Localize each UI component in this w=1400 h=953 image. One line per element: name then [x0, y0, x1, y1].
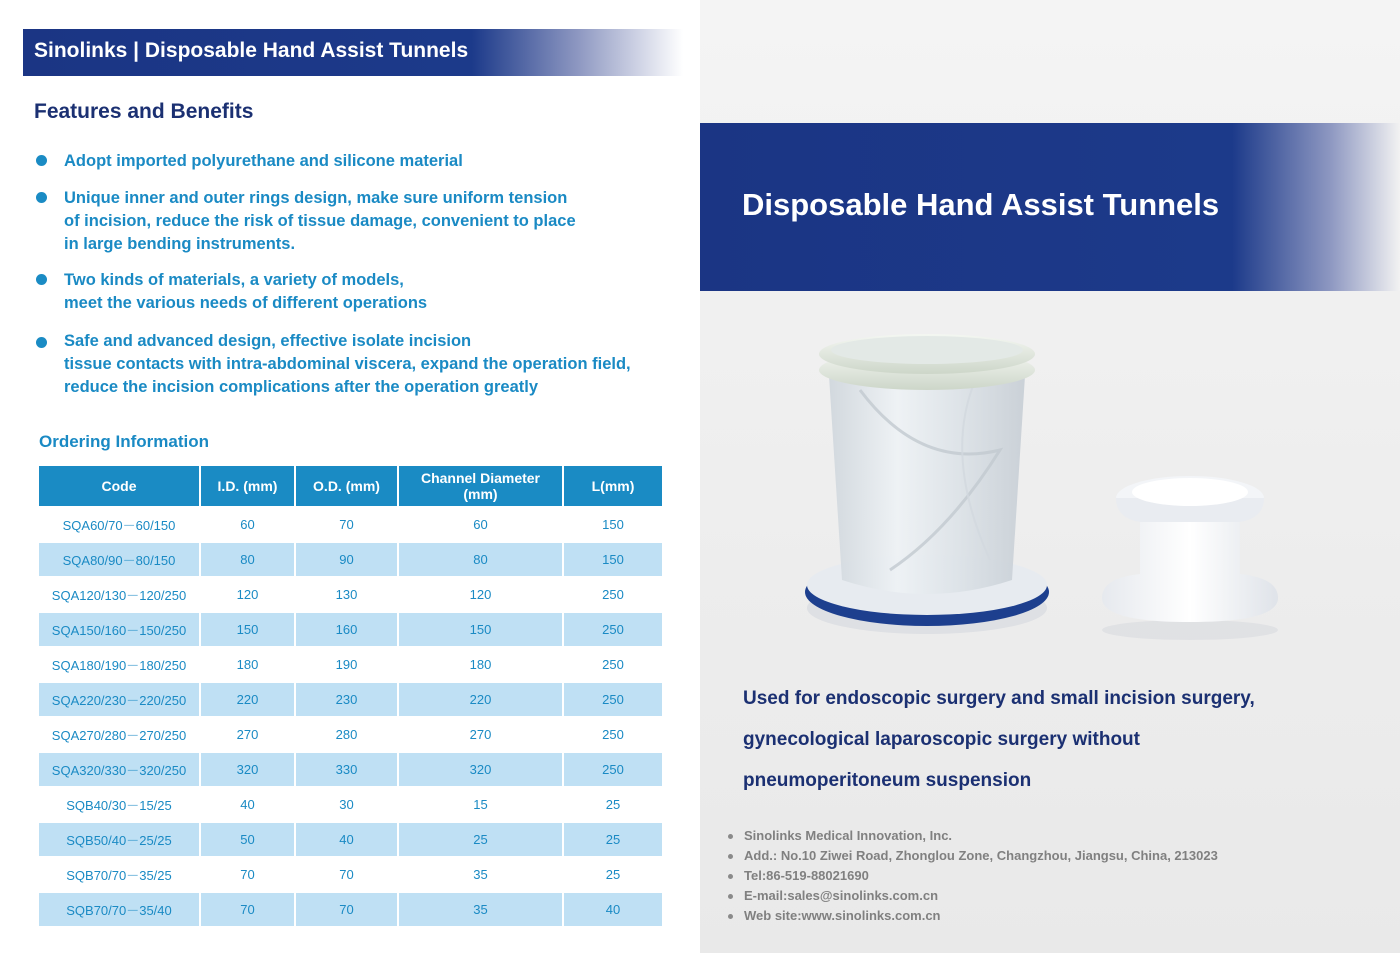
cell-od: 70	[295, 507, 398, 542]
company-email: E-mail:sales@sinolinks.com.cn	[728, 886, 1218, 906]
table-row	[39, 822, 662, 857]
cell-length: 150	[563, 507, 662, 542]
table-row	[39, 647, 662, 682]
cell-od: 70	[295, 857, 398, 892]
cell-id: 180	[200, 647, 295, 682]
usage-line: gynecological laparoscopic surgery without	[743, 729, 1140, 750]
features-heading: Features and Benefits	[34, 100, 254, 123]
contact-list	[728, 826, 1218, 926]
company-phone: Tel:86-519-88021690	[728, 866, 1218, 886]
cell-id: 70	[200, 892, 295, 926]
cell-channel-diameter: 180	[398, 647, 563, 682]
cell-id: 120	[200, 577, 295, 612]
column-header-id: I.D. (mm)	[200, 466, 295, 507]
cell-code: SQA80/90－80/150	[39, 542, 200, 577]
table-row	[39, 752, 662, 787]
ordering-heading: Ordering Information	[39, 432, 209, 451]
company-name: Sinolinks Medical Innovation, Inc.	[728, 826, 1218, 846]
cell-code: SQA120/130－120/250	[39, 577, 200, 612]
company-address: Add.: No.10 Ziwei Road, Zhonglou Zone, Changzhou, Jiangsu, China, 213023	[728, 846, 1218, 866]
column-header-channel-diameter: Channel Diameter (mm)	[398, 466, 563, 507]
cell-channel-diameter: 270	[398, 717, 563, 752]
usage-description	[743, 678, 1363, 801]
cell-code: SQB70/70－35/25	[39, 857, 200, 892]
feature-text: Two kinds of materials, a variety of models, meet the various needs of different operations	[64, 271, 428, 312]
cell-length: 250	[563, 752, 662, 787]
cell-length: 150	[563, 542, 662, 577]
table-body	[39, 507, 662, 926]
cell-od: 280	[295, 717, 398, 752]
cell-length: 25	[563, 787, 662, 822]
cell-code: SQB70/70－35/40	[39, 892, 200, 926]
feature-text: Unique inner and outer rings design, make sure uniform tension of incision, reduce the risk of tissue damage, convenient to place in large bending instruments.	[64, 189, 576, 253]
cell-id: 270	[200, 717, 295, 752]
header-banner	[23, 29, 683, 76]
cell-channel-diameter: 25	[398, 822, 563, 857]
table-row	[39, 577, 662, 612]
cell-od: 70	[295, 892, 398, 926]
cell-code: SQB40/30－15/25	[39, 787, 200, 822]
cell-id: 80	[200, 542, 295, 577]
cell-channel-diameter: 150	[398, 612, 563, 647]
ordering-table	[39, 466, 662, 926]
cell-code: SQA60/70－60/150	[39, 507, 200, 542]
cell-channel-diameter: 60	[398, 507, 563, 542]
cell-code: SQB50/40－25/25	[39, 822, 200, 857]
cell-code: SQA180/190－180/250	[39, 647, 200, 682]
column-header-od: O.D. (mm)	[295, 466, 398, 507]
table-row	[39, 507, 662, 542]
table-row	[39, 717, 662, 752]
cell-length: 250	[563, 717, 662, 752]
cell-length: 250	[563, 577, 662, 612]
cell-od: 230	[295, 682, 398, 717]
table-row	[39, 542, 662, 577]
cell-length: 250	[563, 682, 662, 717]
cell-code: SQA150/160－150/250	[39, 612, 200, 647]
cell-id: 320	[200, 752, 295, 787]
cell-length: 250	[563, 612, 662, 647]
table-row	[39, 612, 662, 647]
bullet-icon	[36, 155, 47, 166]
cell-od: 130	[295, 577, 398, 612]
cell-od: 190	[295, 647, 398, 682]
cell-code: SQA320/330－320/250	[39, 752, 200, 787]
banner-title: Sinolinks | Disposable Hand Assist Tunnels	[34, 39, 469, 62]
cell-channel-diameter: 35	[398, 892, 563, 926]
cell-od: 30	[295, 787, 398, 822]
company-website: Web site:www.sinolinks.com.cn	[728, 906, 1218, 926]
cell-channel-diameter: 35	[398, 857, 563, 892]
hero-title: Disposable Hand Assist Tunnels	[742, 187, 1220, 222]
cell-channel-diameter: 80	[398, 542, 563, 577]
bullet-icon	[36, 337, 47, 348]
cell-length: 25	[563, 822, 662, 857]
cell-id: 150	[200, 612, 295, 647]
cell-length: 25	[563, 857, 662, 892]
cell-code: SQA270/280－270/250	[39, 717, 200, 752]
bullet-icon	[36, 192, 47, 203]
cell-channel-diameter: 15	[398, 787, 563, 822]
column-header-code: Code	[39, 466, 200, 507]
feature-text: Adopt imported polyurethane and silicone material	[64, 152, 463, 170]
cell-id: 70	[200, 857, 295, 892]
cell-od: 90	[295, 542, 398, 577]
feature-text: Safe and advanced design, effective isolate incision tissue contacts with intra-abdominal viscera, expand the operation field, reduce the incision complications after the operation greatly	[64, 332, 631, 396]
right-page	[700, 0, 1400, 953]
column-header-length: L(mm)	[563, 466, 662, 507]
cell-od: 40	[295, 822, 398, 857]
cell-length: 250	[563, 647, 662, 682]
table-row	[39, 892, 662, 926]
cell-id: 40	[200, 787, 295, 822]
usage-line: Used for endoscopic surgery and small incision surgery,	[743, 688, 1255, 709]
cell-code: SQA220/230－220/250	[39, 682, 200, 717]
table-row	[39, 787, 662, 822]
cell-length: 40	[563, 892, 662, 926]
product-photo	[800, 330, 1300, 650]
cell-id: 60	[200, 507, 295, 542]
cell-id: 50	[200, 822, 295, 857]
cell-channel-diameter: 120	[398, 577, 563, 612]
table-row	[39, 682, 662, 717]
cell-od: 160	[295, 612, 398, 647]
cell-od: 330	[295, 752, 398, 787]
cell-channel-diameter: 320	[398, 752, 563, 787]
cell-channel-diameter: 220	[398, 682, 563, 717]
cell-id: 220	[200, 682, 295, 717]
table-row	[39, 857, 662, 892]
usage-line: pneumoperitoneum suspension	[743, 770, 1032, 791]
bullet-icon	[36, 274, 47, 285]
hero-banner	[700, 123, 1400, 291]
table-header-row	[39, 466, 662, 507]
